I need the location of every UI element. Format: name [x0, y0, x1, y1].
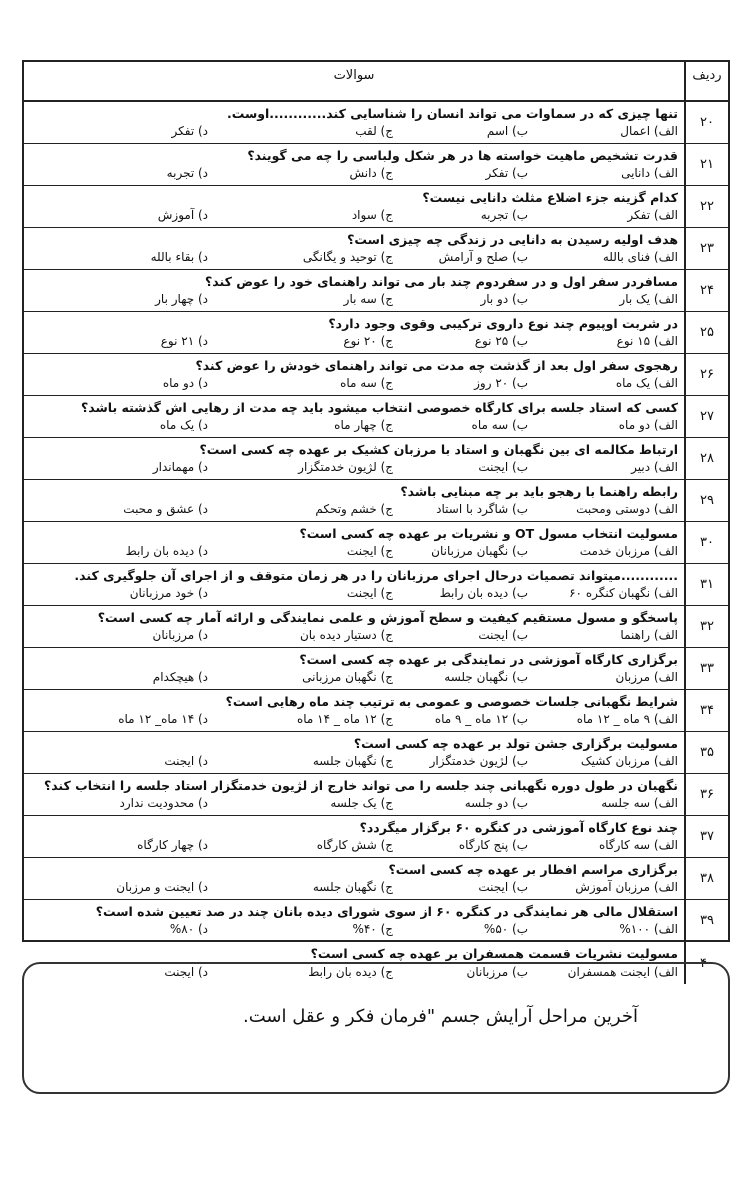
question-number: ۲۸	[684, 438, 728, 479]
answer-option: ب) ۵۰%	[483, 922, 528, 936]
answer-option: ج) لژیون خدمتگزار	[298, 460, 393, 474]
question-body	[28, 648, 678, 689]
question-text: هدف اولیه رسیدن به دانایی در زندگی چه چیزی است؟	[347, 232, 678, 247]
question-text: نگهبان در طول دوره نگهبانی چند جلسه را می تواند خارج از لژیون خدمتگزار استاد جلسه را انتخاب کند؟	[43, 778, 678, 793]
answer-option: ب) ایجنت	[478, 880, 528, 894]
answer-option: د) دیده بان رابط	[125, 544, 208, 558]
answer-option: د) محدودیت ندارد	[119, 796, 208, 810]
question-number: ۲۶	[684, 354, 728, 395]
question-row	[24, 438, 728, 480]
question-row	[24, 816, 728, 858]
answer-options	[28, 836, 678, 854]
answer-option: د) ایجنت	[164, 754, 208, 768]
answer-options	[28, 248, 678, 266]
question-text: قدرت تشخیص ماهیت خواسته ها در هر شکل ولباسی را چه می گویند؟	[247, 148, 678, 163]
answer-options	[28, 332, 678, 350]
question-number: ۳۵	[684, 732, 728, 773]
answer-option: د) عشق و محبت	[123, 502, 208, 516]
question-row	[24, 144, 728, 186]
question-sheet	[22, 60, 730, 979]
answer-option: ج) شش کارگاه	[316, 838, 393, 852]
answer-options	[28, 458, 678, 476]
answer-option: الف) دبیر	[631, 460, 678, 474]
question-number: ۳۲	[684, 606, 728, 647]
question-number: ۳۷	[684, 816, 728, 857]
question-text: مسافردر سفر اول و در سفردوم چند بار می تواند راهنمای خود را عوض کند؟	[205, 274, 678, 289]
answer-option: ج) نگهبان جلسه	[312, 754, 393, 768]
answer-options	[28, 626, 678, 644]
answer-option: الف) یک بار	[619, 292, 678, 306]
question-row	[24, 858, 728, 900]
answer-option: ب) دو بار	[480, 292, 528, 306]
question-row	[24, 102, 728, 144]
question-row	[24, 564, 728, 606]
question-number: ۲۲	[684, 186, 728, 227]
question-number: ۲۹	[684, 480, 728, 521]
answer-option: ج) یک جلسه	[330, 796, 393, 810]
answer-option: د) چهار کارگاه	[137, 838, 208, 852]
question-rows	[24, 102, 728, 984]
answer-option: ج) ۲۰ نوع	[343, 334, 393, 348]
answer-option: ب) دو جلسه	[464, 796, 528, 810]
answer-option: الف) نگهبان کنگره ۶۰	[569, 586, 678, 600]
answer-option: ج) دستیار دیده بان	[299, 628, 393, 642]
question-number: ۳۳	[684, 648, 728, 689]
question-number: ۴۰	[684, 942, 728, 984]
question-text: پاسخگو و مسول مستقیم کیفیت و سطح آموزش و علمی نمایندگی و ارائه آمار چه کسی است؟	[97, 610, 678, 625]
answer-option: الف) مرزبان آموزش	[575, 880, 678, 894]
answer-options	[28, 710, 678, 728]
question-row	[24, 186, 728, 228]
question-text: شرایط نگهبانی جلسات خصوصی و عمومی به ترتیب چند ماه رهایی است؟	[225, 694, 678, 709]
question-number: ۲۷	[684, 396, 728, 437]
question-number: ۳۹	[684, 900, 728, 941]
question-row	[24, 270, 728, 312]
answer-options	[28, 542, 678, 560]
table-header	[24, 62, 728, 102]
questions-header: سوالات	[333, 68, 375, 83]
question-body	[28, 102, 678, 143]
answer-option: الف) یک ماه	[615, 376, 678, 390]
answer-option: ج) سه ماه	[340, 376, 393, 390]
answer-option: ب) ۲۵ نوع	[474, 334, 528, 348]
question-body	[28, 186, 678, 227]
answer-option: ج) توحید و یگانگی	[302, 250, 393, 264]
question-row	[24, 312, 728, 354]
answer-option: ج) چهار ماه	[334, 418, 393, 432]
answer-option: د) چهار بار	[155, 292, 208, 306]
question-body	[28, 774, 678, 815]
question-text: چند نوع کارگاه آموزشی در کنگره ۶۰ برگزار میگردد؟	[359, 820, 678, 835]
answer-option: د) بقاء بالله	[150, 250, 208, 264]
answer-option: الف) ۹ ماه _ ۱۲ ماه	[576, 712, 678, 726]
answer-option: الف) اعمال	[620, 124, 678, 138]
question-row	[24, 774, 728, 816]
answer-option: ج) ایجنت	[346, 586, 393, 600]
answer-options	[28, 290, 678, 308]
answer-option: ب) ایجنت	[478, 460, 528, 474]
answer-option: الف) مرزبان خدمت	[579, 544, 678, 558]
answer-option: ب) ۱۲ ماه _ ۹ ماه	[434, 712, 528, 726]
question-number: ۳۸	[684, 858, 728, 899]
answer-option: الف) فنای بالله	[602, 250, 678, 264]
question-text: برگزاری کارگاه آموزشی در نمایندگی بر عهده چه کسی است؟	[299, 652, 678, 667]
answer-option: د) ۱۴ ماه_ ۱۲ ماه	[118, 712, 208, 726]
answer-option: ب) مرزبانان	[466, 965, 528, 979]
question-row	[24, 648, 728, 690]
question-row	[24, 396, 728, 438]
question-number: ۲۰	[684, 102, 728, 143]
answer-option: ج) سه بار	[343, 292, 393, 306]
question-text: برگزاری مراسم افطار بر عهده چه کسی است؟	[388, 862, 678, 877]
answer-option: الف) ۱۵ نوع	[616, 334, 678, 348]
question-number: ۳۰	[684, 522, 728, 563]
answer-option: د) ۸۰%	[169, 922, 208, 936]
answer-option: ج) خشم وتحکم	[315, 502, 393, 516]
question-number: ۲۴	[684, 270, 728, 311]
answer-option: ب) سه ماه	[471, 418, 528, 432]
answer-option: ج) سواد	[351, 208, 393, 222]
question-body	[28, 354, 678, 395]
question-text: در شربت اوپیوم چند نوع داروی ترکیبی وقوی وجود دارد؟	[328, 316, 678, 331]
answer-option: ب) نگهبان مرزبانان	[431, 544, 528, 558]
answer-option: د) تفکر	[171, 124, 208, 138]
answer-option: الف) دانایی	[621, 166, 678, 180]
answer-option: ب) ۲۰ روز	[474, 376, 528, 390]
question-body	[28, 480, 678, 521]
question-body	[28, 228, 678, 269]
question-number: ۳۱	[684, 564, 728, 605]
answer-option: الف) مرزبان کشیک	[580, 754, 678, 768]
answer-option: الف) دو ماه	[618, 418, 678, 432]
answer-options	[28, 878, 678, 896]
answer-option: ب) نگهبان جلسه	[444, 670, 528, 684]
answer-option: د) هیچکدام	[152, 670, 208, 684]
answer-option: ج) نگهبان جلسه	[312, 880, 393, 894]
answer-option: ج) ایجنت	[346, 544, 393, 558]
question-row	[24, 900, 728, 942]
answer-option: ج) دیده بان رابط	[308, 965, 393, 979]
question-body	[28, 270, 678, 311]
answer-option: الف) تفکر	[627, 208, 678, 222]
answer-option: د) دو ماه	[162, 376, 208, 390]
answer-options	[28, 164, 678, 182]
question-row	[24, 354, 728, 396]
answer-option: الف) راهنما	[620, 628, 678, 642]
answer-option: ب) لژیون خدمتگزار	[429, 754, 528, 768]
answer-option: د) یک ماه	[159, 418, 208, 432]
question-row	[24, 732, 728, 774]
answer-option: الف) مرزبان	[615, 670, 678, 684]
answer-option: د) ایجنت	[164, 965, 208, 979]
answer-option: د) خود مرزبانان	[129, 586, 208, 600]
question-body	[28, 816, 678, 857]
row-number-header: ردیف	[684, 62, 728, 100]
answer-options	[28, 584, 678, 602]
question-body	[28, 522, 678, 563]
answer-option: ج) نگهبان مرزبانی	[302, 670, 393, 684]
answer-option: د) مهماندار	[152, 460, 208, 474]
answer-option: د) تجربه	[166, 166, 208, 180]
question-text: تنها چیزی که در سماوات می تواند انسان را شناسایی کند............اوست.	[226, 106, 678, 121]
question-body	[28, 438, 678, 479]
answer-options	[28, 668, 678, 686]
question-text: استقلال مالی هر نمایندگی در کنگره ۶۰ از سوی شورای دیده بانان چند در صد تعیین شده است؟	[95, 904, 678, 919]
question-text: رابطه راهنما با رهجو باید بر چه مبنایی باشد؟	[400, 484, 678, 499]
question-text: مسولیت برگزاری جشن تولد بر عهده چه کسی است؟	[353, 736, 678, 751]
answer-option: د) مرزبانان	[152, 628, 208, 642]
question-body	[28, 900, 678, 941]
question-row	[24, 606, 728, 648]
question-text: ارتباط مکالمه ای بین نگهبان و استاد با مرزبان کشیک بر عهده چه کسی است؟	[199, 442, 678, 457]
question-text: مسولیت نشریات قسمت همسفران بر عهده چه کسی است؟	[310, 946, 678, 961]
note-box	[22, 962, 730, 1094]
answer-options	[28, 374, 678, 392]
question-body	[28, 396, 678, 437]
question-number: ۲۵	[684, 312, 728, 353]
answer-options	[28, 794, 678, 812]
note-text: آخرین مراحل آرایش جسم "فرمان فکر و عقل است.	[243, 1006, 638, 1027]
answer-options	[28, 416, 678, 434]
answer-options	[28, 206, 678, 224]
question-row	[24, 690, 728, 732]
question-text: کدام گزینه جزء اضلاع مثلث دانایی نیست؟	[422, 190, 678, 205]
answer-option: الف) دوستی ومحبت	[576, 502, 678, 516]
question-body	[28, 564, 678, 605]
answer-option: د) ایجنت و مرزبان	[116, 880, 208, 894]
answer-option: ب) دیده بان رابط	[439, 586, 528, 600]
question-row	[24, 228, 728, 270]
answer-option: ب) شاگرد با استاد	[436, 502, 528, 516]
question-row	[24, 480, 728, 522]
question-text: ............میتواند تصمیات درحال اجرای مرزبانان را در هر زمان متوقف و از اجرای آن جلوگیری کند.	[74, 568, 678, 583]
answer-option: ج) ۴۰%	[352, 922, 393, 936]
question-text: کسی که استاد جلسه برای کارگاه خصوصی انتخاب میشود باید چه مدت از رهایی اش گذشته باشد؟	[80, 400, 678, 415]
answer-option: د) ۲۱ نوع	[160, 334, 208, 348]
question-body	[28, 606, 678, 647]
answer-option: ب) صلح و آرامش	[438, 250, 528, 264]
question-text: رهجوی سفر اول بعد از گذشت چه مدت می تواند راهنمای خودش را عوض کند؟	[195, 358, 678, 373]
answer-option: ب) اسم	[486, 124, 528, 138]
answer-option: الف) ایجنت همسفران	[567, 965, 678, 979]
answer-option: ب) تفکر	[485, 166, 528, 180]
answer-option: الف) سه کارگاه	[598, 838, 678, 852]
answer-option: ج) ۱۲ ماه _ ۱۴ ماه	[296, 712, 393, 726]
answer-option: ب) پنج کارگاه	[458, 838, 528, 852]
answer-options	[28, 122, 678, 140]
answer-option: د) آموزش	[157, 208, 208, 222]
question-body	[28, 312, 678, 353]
question-text: مسولیت انتخاب مسول OT و نشریات بر عهده چه کسی است؟	[299, 526, 678, 541]
question-number: ۳۴	[684, 690, 728, 731]
question-body	[28, 858, 678, 899]
question-row	[24, 522, 728, 564]
answer-option: ب) تجربه	[480, 208, 528, 222]
answer-option: ب) ایجنت	[478, 628, 528, 642]
question-number: ۳۶	[684, 774, 728, 815]
question-body	[28, 690, 678, 731]
answer-option: ج) لقب	[355, 124, 393, 138]
question-body	[28, 732, 678, 773]
answer-options	[28, 752, 678, 770]
answer-option: ج) دانش	[349, 166, 393, 180]
answer-option: الف) ۱۰۰%	[619, 922, 678, 936]
question-number: ۲۳	[684, 228, 728, 269]
answer-option: الف) سه جلسه	[601, 796, 678, 810]
answer-options	[28, 920, 678, 938]
answer-options	[28, 500, 678, 518]
question-number: ۲۱	[684, 144, 728, 185]
question-body	[28, 144, 678, 185]
